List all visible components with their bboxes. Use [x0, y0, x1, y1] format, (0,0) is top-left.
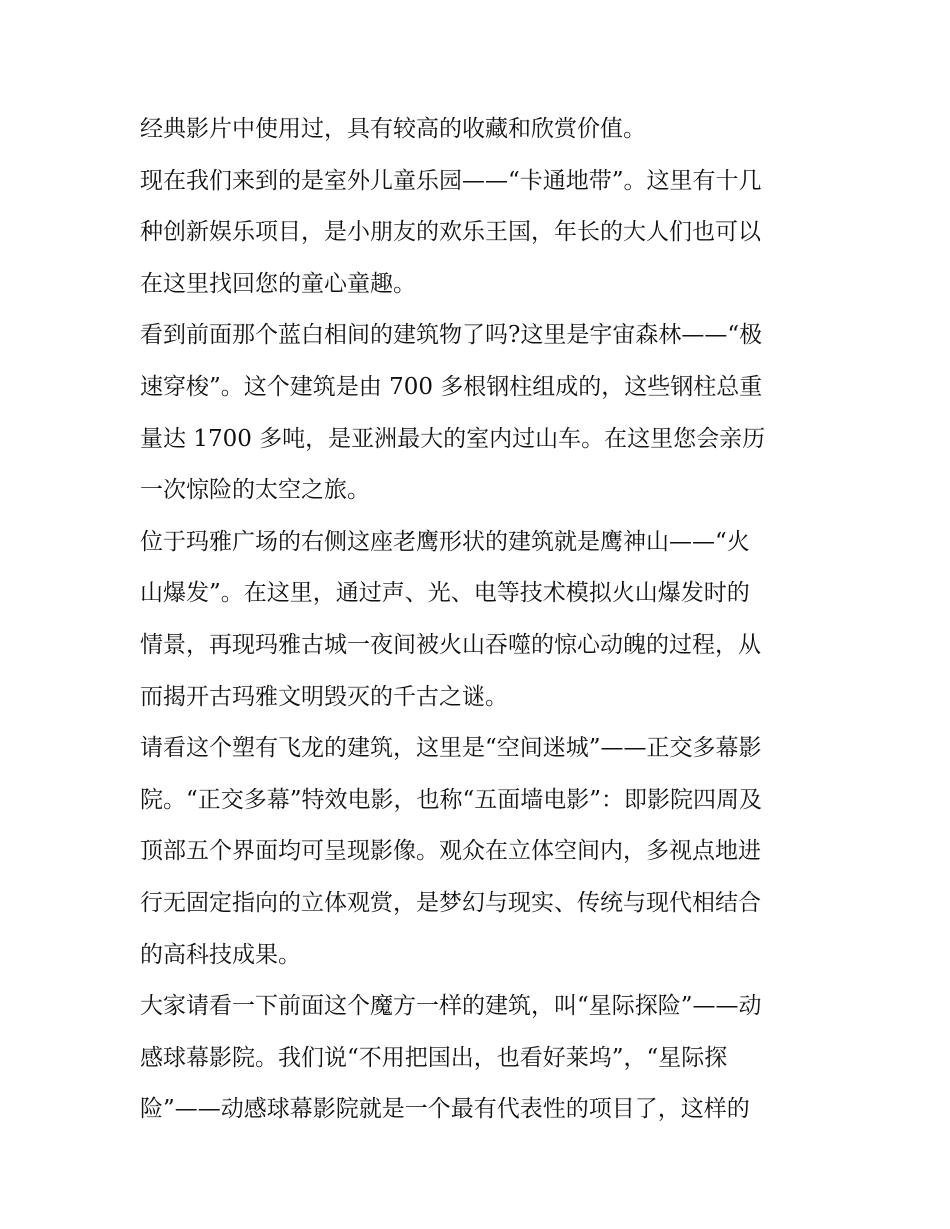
text-line: 看到前面那个蓝白相间的建筑物了吗?这里是宇宙森林——“极: [140, 322, 763, 349]
text-line: 位于玛雅广场的右侧这座老鹰形状的建筑就是鹰神山——“火: [140, 528, 750, 555]
text-line: 情景，再现玛雅古城一夜间被火山吞噬的惊心动魄的过程，从: [140, 631, 761, 658]
text-line: 感球幕影院。我们说“不用把国出，也看好莱坞”，“星际探: [140, 1044, 728, 1071]
text-line: 量达 1700 多吨，是亚洲最大的室内过山车。在这里您会亲历: [140, 425, 766, 452]
text-line: 种创新娱乐项目，是小朋友的欢乐王国，年长的大人们也可以: [140, 219, 761, 246]
text-line: 在这里找回您的童心童趣。: [140, 270, 416, 297]
text-line: 经典影片中使用过，具有较高的收藏和欣赏价值。: [140, 116, 646, 142]
text-line: 大家请看一下前面这个魔方一样的建筑，叫“星际探险”——动: [140, 993, 762, 1020]
text-line: 险”——动感球幕影院就是一个最有代表性的项目了，这样的: [140, 1096, 750, 1123]
text-line: 请看这个塑有飞龙的建筑，这里是“空间迷城”——正交多幕影: [140, 735, 762, 762]
text-line: 一次惊险的太空之旅。: [140, 477, 370, 504]
text-line: 院。“正交多幕”特效电影，也称“五面墙电影”：即影院四周及: [140, 786, 763, 813]
body-text: [140, 104, 820, 1136]
text-line: 而揭开古玛雅文明毁灭的千古之谜。: [140, 683, 508, 710]
text-line: 山爆发”。在这里，通过声、光、电等技术模拟火山爆发时的: [140, 580, 750, 607]
text-line: 速穿梭”。这个建筑是由 700 多根钢柱组成的，这些钢柱总重: [140, 373, 763, 400]
text-line: 行无固定指向的立体观赏，是梦幻与现实、传统与现代相结合: [140, 889, 761, 916]
text-line: 现在我们来到的是室外儿童乐园——“卡通地带”。这里有十几: [140, 167, 762, 194]
text-line: 的高科技成果。: [140, 941, 301, 968]
text-line: 顶部五个界面均可呈现影像。观众在立体空间内，多视点地进: [140, 838, 761, 865]
